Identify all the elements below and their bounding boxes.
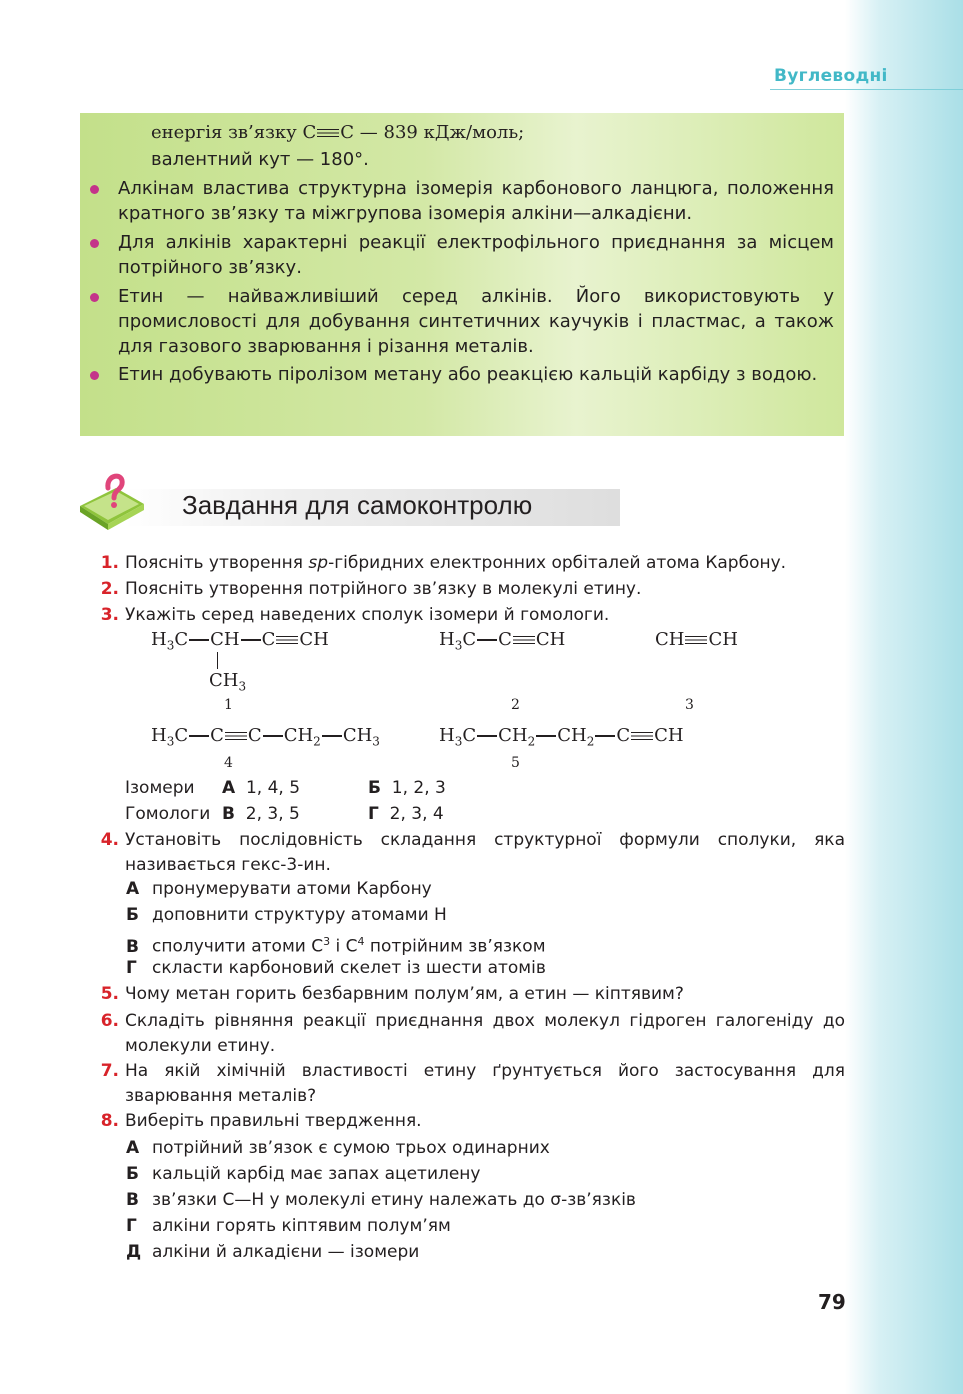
question-number: 1. — [100, 553, 119, 573]
question-text: Чому метан горить безбарвним полум’ям, а етин — кіптявим? — [125, 984, 684, 1004]
question-number: 4. — [100, 830, 119, 850]
bullet-dot — [90, 239, 99, 248]
q4-option-g: Г скласти карбоновий скелет із шести атомів — [126, 958, 546, 978]
bond-energy-line — [151, 120, 524, 145]
bullet-text: Етин добувають піролізом метану або реакцією кальцій карбіду з водою. — [118, 364, 818, 385]
question-8 — [100, 1109, 845, 1134]
running-head: Вуглеводні — [774, 66, 888, 86]
question-2 — [100, 577, 845, 602]
question-5 — [100, 982, 845, 1007]
isomers-label: Ізомери — [125, 778, 195, 798]
bullet-dot — [90, 185, 99, 194]
summary-bullet-4 — [118, 362, 834, 387]
bullet-text: Етин — найважливіший серед алкінів. Його використовують у промисловості для добування синтетичних каучуків і пластмас, а також для газового зварювання і різання металів. — [118, 286, 834, 357]
section-title: Завдання для самоконтролю — [182, 490, 533, 520]
answer-a: А 1, 4, 5 — [222, 778, 301, 798]
answer-g: Г 2, 3, 4 — [368, 804, 444, 824]
formula-3: CH CH — [655, 629, 738, 650]
running-head-rule — [770, 89, 963, 90]
question-text: Установіть послідовність складання структурної формули сполуки, яка називається гекс-3-ин. — [125, 830, 845, 875]
question-7 — [100, 1059, 845, 1109]
formula-3-number: 3 — [685, 697, 694, 713]
bond-energy-value: C — 839 кДж/моль; — [340, 122, 525, 143]
bullet-text: Алкінам властива структурна ізомерія карбонового ланцюга, положення кратного зв’язку та міжгрупова ізомерія алкіни—алкадієни. — [118, 178, 834, 224]
question-text: Укажіть серед наведених сполук ізомери й гомологи. — [125, 605, 610, 625]
summary-box — [80, 113, 844, 436]
q4-option-b: Б доповнити структуру атомами H — [126, 905, 447, 925]
formula-1-number: 1 — [224, 697, 233, 713]
summary-bullet-1 — [118, 176, 834, 226]
q8-option-d: Д алкіни й алкадієни — ізомери — [126, 1242, 420, 1262]
question-number: 5. — [100, 984, 119, 1004]
formula-2-number: 2 — [511, 697, 520, 713]
question-number: 8. — [100, 1111, 119, 1131]
question-text: Виберіть правильні твердження. — [125, 1111, 422, 1131]
bond-angle-line: валентний кут — 180°. — [151, 149, 369, 170]
side-decoration-strip — [845, 0, 963, 1394]
question-3 — [100, 603, 845, 628]
q8-option-a: А потрійний зв’язок є сумою трьох одинарних — [126, 1138, 550, 1158]
q8-option-g: Г алкіни горять кіптявим полум’ям — [126, 1216, 451, 1236]
question-1 — [100, 551, 845, 576]
answer-v: В 2, 3, 5 — [222, 804, 300, 824]
homologs-label: Гомологи — [125, 804, 211, 824]
question-number: 7. — [100, 1061, 119, 1081]
formula-1-branch: $CH_3$ — [209, 670, 247, 694]
question-text: Складіть рівняння реакції приєднання двох молекул гідроген галогеніду до молекули етину. — [125, 1011, 845, 1056]
question-number: 3. — [100, 605, 119, 625]
formula-4: $H_3C$ C C $CH_2$ $CH_3$ — [151, 725, 380, 749]
question-text: -гібридних електронних орбіталей атома Карбону. — [328, 553, 787, 573]
formula-5-number: 5 — [511, 755, 520, 771]
q4-option-a: А пронумерувати атоми Карбону — [126, 879, 432, 899]
formula-5: $H_3C$ $CH_2$ $CH_2$ C CH — [439, 725, 684, 749]
summary-bullet-3 — [118, 284, 834, 359]
question-4 — [100, 828, 845, 878]
question-book-icon — [76, 466, 148, 532]
formula-2: $H_3C$ C CH — [439, 629, 566, 653]
branch-bond — [217, 652, 218, 669]
q4-option-v: В сполучити атоми $C^3$ і $C^4$ потрійним зв’язком — [126, 935, 546, 957]
question-text: Поясніть утворення потрійного зв’язку в молекулі етину. — [125, 579, 642, 599]
question-number: 2. — [100, 579, 119, 599]
question-text: На якій хімічній властивості етину ґрунтується його застосування для зварювання металів? — [125, 1061, 845, 1106]
answer-b: Б 1, 2, 3 — [368, 778, 446, 798]
question-number: 6. — [100, 1011, 119, 1031]
page-number: 79 — [818, 1290, 846, 1314]
formula-1: $H_3C$ CH C CH — [151, 629, 329, 653]
q8-option-b: Б кальцій карбід має запах ацетилену — [126, 1164, 481, 1184]
question-text-italic: sp — [308, 553, 329, 573]
summary-bullet-2 — [118, 230, 834, 280]
bond-energy-prefix: енергія зв’язку C — [151, 122, 317, 143]
question-6 — [100, 1009, 845, 1059]
bullet-text: Для алкінів характерні реакції електрофільного приєднання за місцем потрійного зв’язку. — [118, 232, 834, 278]
triple-bond-symbol — [317, 129, 339, 138]
question-text: Поясніть утворення — [125, 553, 309, 573]
q8-option-v: В зв’язки C—H у молекулі етину належать до σ-зв’язків — [126, 1190, 636, 1210]
formula-4-number: 4 — [224, 755, 233, 771]
bullet-dot — [90, 371, 99, 380]
bullet-dot — [90, 293, 99, 302]
